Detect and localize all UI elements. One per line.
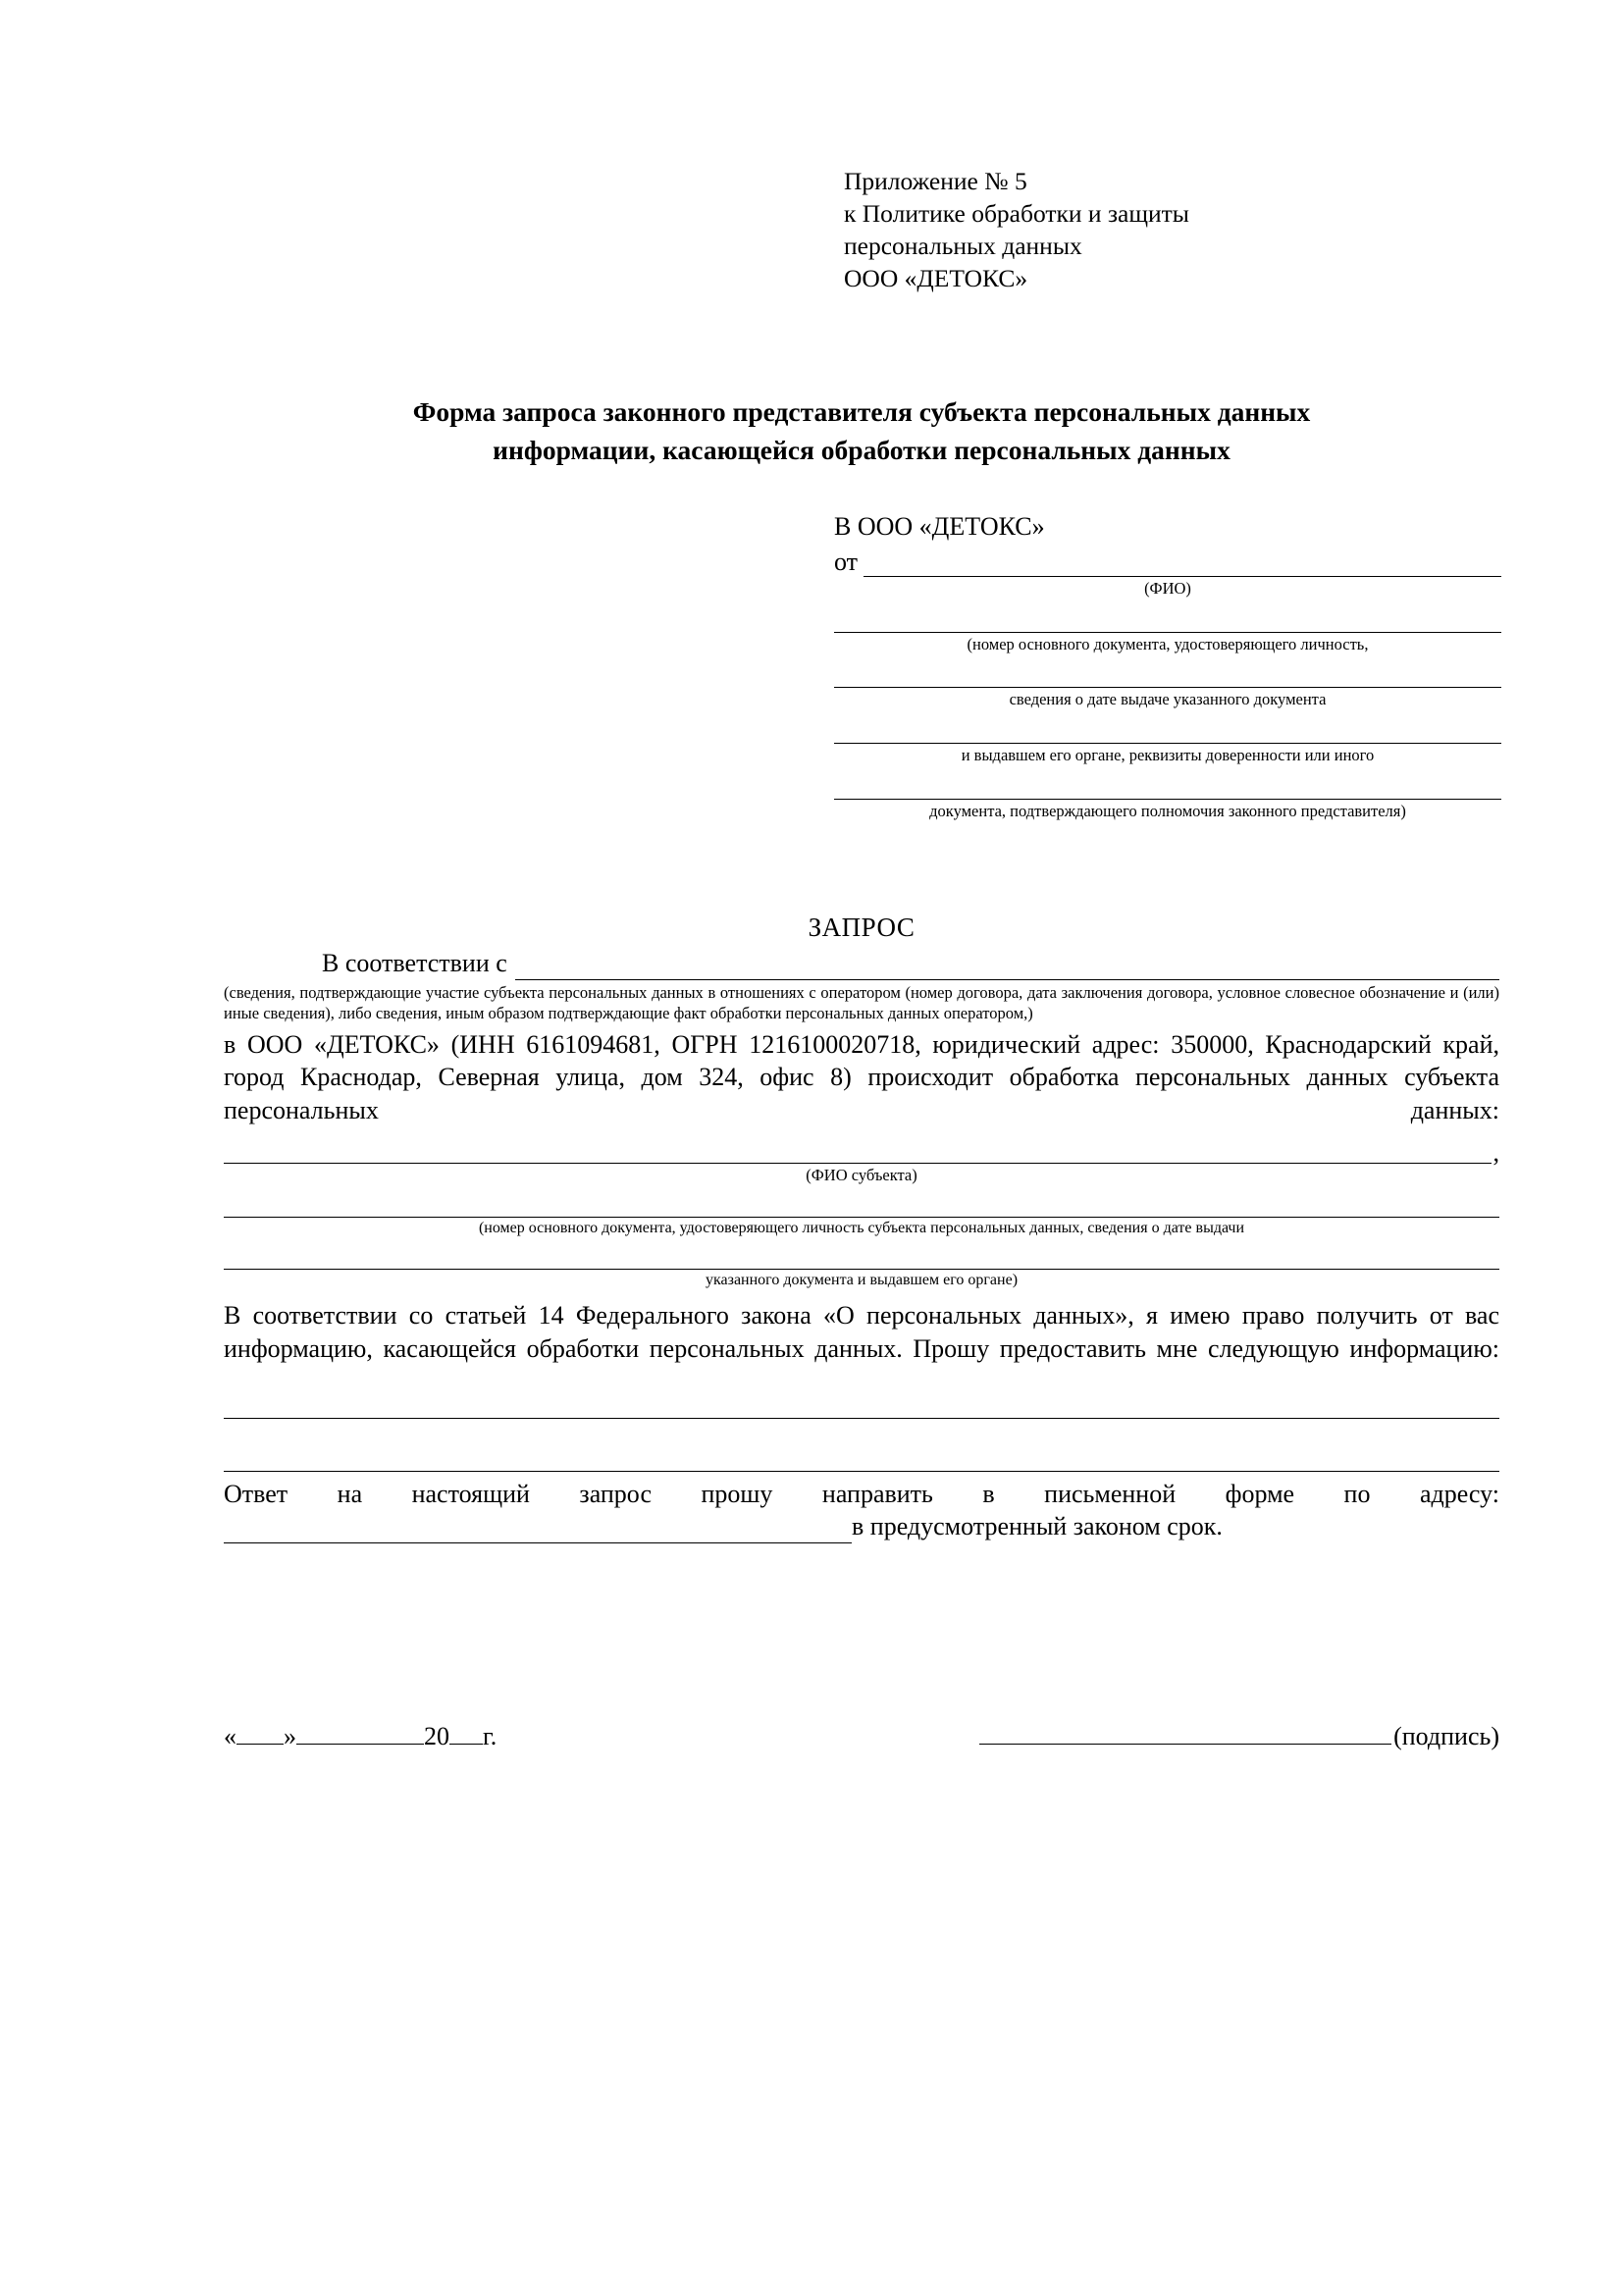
signature-input[interactable] bbox=[979, 1724, 1391, 1745]
appendix-company: ООО «ДЕТОКС» bbox=[844, 264, 1028, 293]
date-day-input[interactable] bbox=[236, 1724, 284, 1745]
subject-doc-input[interactable] bbox=[224, 1194, 1499, 1218]
doc-number-input[interactable] bbox=[834, 609, 1501, 633]
caption-fio: (ФИО) bbox=[1144, 579, 1191, 598]
signature-field[interactable] bbox=[979, 1722, 1499, 1751]
from-fio-input[interactable] bbox=[864, 555, 1501, 577]
in-accordance-label: В соответствии с bbox=[322, 949, 507, 977]
in-accordance-row bbox=[322, 947, 1499, 980]
request-body bbox=[224, 947, 1499, 1543]
from-row bbox=[834, 548, 1501, 577]
doc-organ-input[interactable] bbox=[834, 720, 1501, 744]
doc-authority-input[interactable] bbox=[834, 776, 1501, 800]
appendix-number: Приложение № 5 bbox=[844, 167, 1027, 195]
date-year-input[interactable] bbox=[449, 1724, 483, 1745]
date-suffix-label: г. bbox=[483, 1722, 497, 1750]
caption-subject-fio: (ФИО субъекта) bbox=[806, 1166, 917, 1185]
doc-date-input[interactable] bbox=[834, 664, 1501, 688]
request-heading: ЗАПРОС bbox=[808, 913, 916, 942]
answer-tail-text: в предусмотренный законом срок. bbox=[852, 1512, 1223, 1541]
subject-fio-input[interactable] bbox=[224, 1141, 1492, 1164]
caption-subject-doc1: (номер основного документа, удостоверяющего личность субъекта персональных данных, сведения о дате выдачи bbox=[478, 1219, 1245, 1236]
caption-subject-doc2: указанного документа и выдавшем его органе) bbox=[705, 1272, 1019, 1289]
signature-caption: (подпись) bbox=[1393, 1722, 1499, 1750]
date-quote-open: « bbox=[224, 1722, 236, 1750]
from-label: от bbox=[834, 548, 859, 576]
answer-address-input[interactable] bbox=[224, 1521, 852, 1543]
page-title-line1: Форма запроса законного представителя субъекта персональных данных bbox=[412, 396, 1311, 427]
date-field[interactable] bbox=[224, 1722, 497, 1751]
subject-fio-row bbox=[224, 1138, 1499, 1168]
answer-instruction: Ответ на настоящий запрос прошу направить в письменной форме по адресу: bbox=[224, 1479, 1499, 1508]
caption-doc-authority: документа, подтверждающего полномочия законного представителя) bbox=[929, 801, 1406, 820]
appendix-header bbox=[844, 165, 1393, 295]
requested-info-input-2[interactable] bbox=[224, 1448, 1499, 1472]
caption-doc-date: сведения о дате выдаче указанного документа bbox=[1009, 690, 1327, 709]
law-paragraph: В соответствии со статьей 14 Федерального закона «О персональных данных», я имею право получить от вас информацию, касающейся обработки персональных данных. Прошу предоставить мне следующую информацию: bbox=[224, 1301, 1499, 1363]
requested-info-input-1[interactable] bbox=[224, 1395, 1499, 1419]
appendix-policy-line1: к Политике обработки и защиты bbox=[844, 199, 1189, 229]
answer-address-row bbox=[224, 1510, 1499, 1543]
appendix-policy-line2: персональных данных bbox=[844, 232, 1082, 261]
signature-row bbox=[224, 1722, 1499, 1751]
caption-doc-number: (номер основного документа, удостоверяющего личность, bbox=[967, 634, 1369, 653]
caption-doc-organ: и выдавшем его органе, реквизиты доверенности или иного bbox=[961, 745, 1375, 764]
page-title bbox=[224, 392, 1499, 469]
date-year-label: 20 bbox=[424, 1722, 449, 1750]
date-month-input[interactable] bbox=[296, 1724, 424, 1745]
date-quote-close: » bbox=[284, 1722, 296, 1750]
page-title-line2: информации, касающейся обработки персональных данных bbox=[493, 435, 1230, 466]
addressee-organization: В ООО «ДЕТОКС» bbox=[834, 512, 1045, 541]
note-participation: (сведения, подтверждающие участие субъекта персональных данных в отношениях с оператором (номер договора, дата заключения договора, условное словесное обозначение и (или) иные сведения), либо сведения, иным образом подтверждающие факт обработки персональных данных оператором,) bbox=[224, 982, 1499, 1023]
subject-doc-organ-input[interactable] bbox=[224, 1246, 1499, 1270]
in-accordance-input[interactable] bbox=[515, 959, 1499, 980]
comma-mark: , bbox=[1492, 1138, 1499, 1168]
organization-paragraph: в ООО «ДЕТОКС» (ИНН 6161094681, ОГРН 1216100020718, юридический адрес: 350000, Краснодарский край, город Краснодар, Северная улица, дом 324, офис 8) происходит обработка персональных данных субъекта персональных данных: bbox=[224, 1029, 1499, 1125]
addressee-block bbox=[834, 512, 1501, 831]
